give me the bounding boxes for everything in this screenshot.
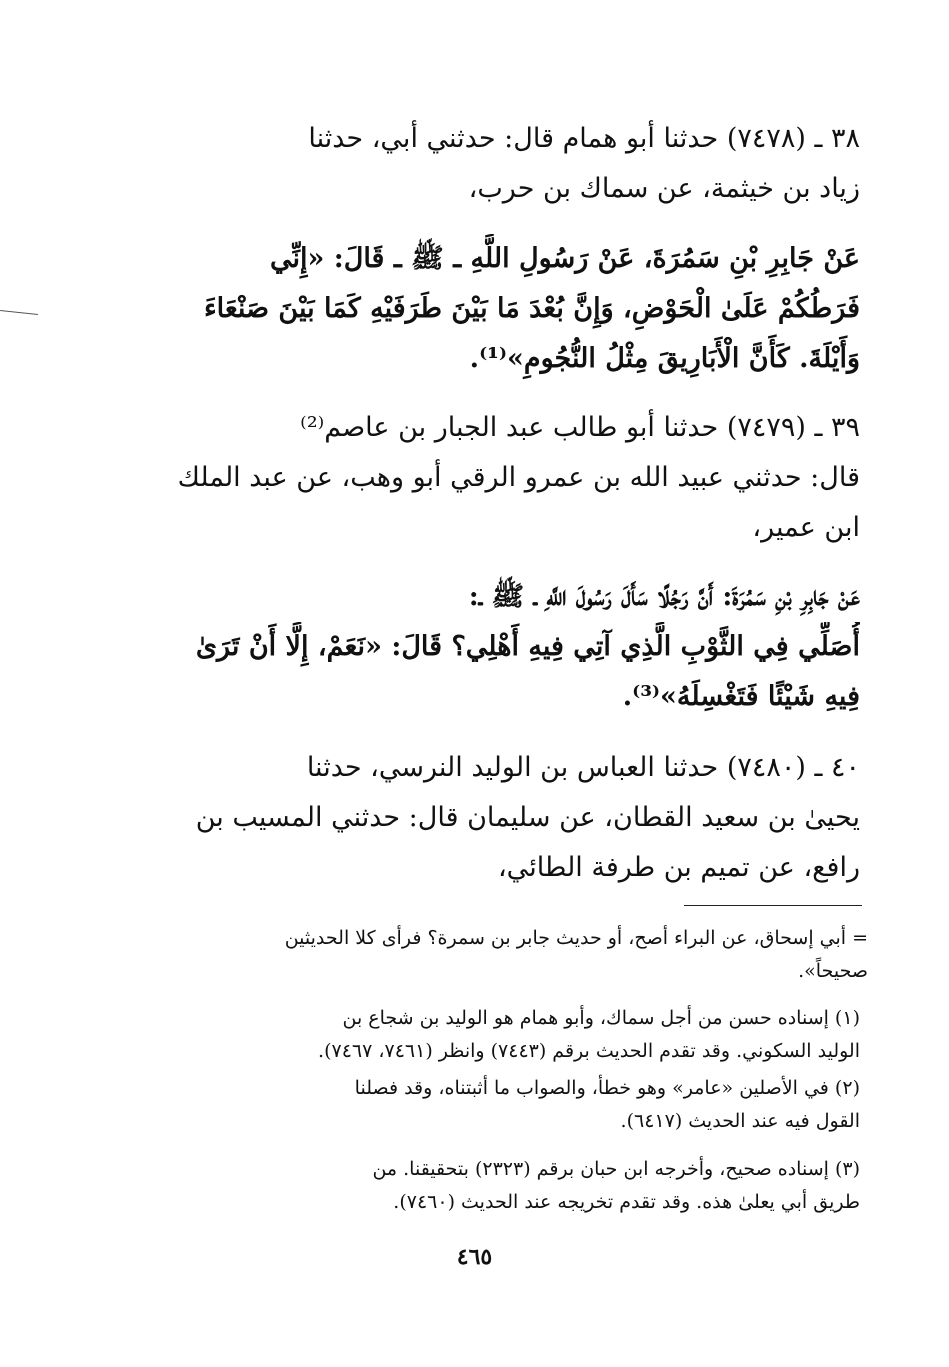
- hadith-39-matn-line-3: فِيهِ شَيْئًا فَتَغْسِلَهُ»⁽³⁾.: [622, 681, 860, 712]
- hadith-40-line-3: رافع، عن تميم بن طرفة الطائي،: [497, 852, 860, 883]
- hadith-39-matn-line-2: أُصَلِّي فِي الثَّوْبِ الَّذِي آتِي فِيهِ أَهْلِي؟ قَالَ: «نَعَمْ، إِلَّا أَنْ تَرَىٰ: [195, 631, 860, 662]
- hadith-39-matn: [160, 572, 860, 722]
- hadith-38-matn-line-3: وَأَيْلَةَ. كَأَنَّ الْأَبَارِيقَ مِثْلُ النُّجُومِ»⁽¹⁾.: [469, 343, 860, 374]
- hadith-39-line-2: قال: حدثني عبيد الله بن عمرو الرقي أبو وهب، عن عبد الملك: [177, 462, 860, 493]
- footnote-carryover-line-2: صحيحاً».: [798, 960, 868, 982]
- hadith-40-line-2: يحيىٰ بن سعيد القطان، عن سليمان قال: حدثني المسيب بن: [195, 802, 860, 833]
- hadith-38-matn: [160, 234, 860, 384]
- footnote-3-line-2: طريق أبي يعلىٰ هذه. وقد تقدم تخريجه عند الحديث (٧٤٦٠).: [393, 1191, 860, 1213]
- hadith-38-matn-line-1: عَنْ جَابِرِ بْنِ سَمُرَةَ، عَنْ رَسُولِ اللَّهِ ـ ﷺ ـ قَالَ: «إِنِّي: [269, 243, 860, 274]
- footnote-2-line-2: القول فيه عند الحديث (٦٤١٧).: [620, 1110, 860, 1132]
- footnote-1-line-1: (١) إسناده حسن من أجل سماك، وأبو همام هو الوليد بن شجاع بن: [342, 1007, 860, 1029]
- hadith-39-isnad: [160, 403, 860, 553]
- footnote-2-line-1: (٢) في الأصلين «عامر» وهو خطأ، والصواب ما أثبتناه، وقد فصلنا: [354, 1077, 860, 1099]
- hadith-39-line-3: ابن عمير،: [752, 512, 860, 543]
- hadith-38-isnad: [160, 114, 860, 214]
- hadith-40-isnad: [160, 743, 860, 893]
- footnote-2: [160, 1072, 860, 1138]
- hadith-40-line-1: ٤٠ ـ (٧٤٨٠) حدثنا العباس بن الوليد النرسي، حدثنا: [306, 752, 860, 783]
- hadith-39-line-1: ٣٩ ـ (٧٤٧٩) حدثنا أبو طالب عبد الجبار بن عاصم⁽²⁾: [300, 412, 860, 443]
- margin-mark: [0, 310, 38, 315]
- hadith-38-line-1: ٣٨ ـ (٧٤٧٨) حدثنا أبو همام قال: حدثني أبي، حدثنا: [308, 123, 860, 154]
- footnote-carryover-line-1: = أبي إسحاق، عن البراء أصح، أو حديث جابر بن سمرة؟ فرأى كلا الحديثين: [284, 927, 868, 949]
- footnote-carryover: [162, 922, 868, 988]
- footnote-3: [160, 1153, 860, 1219]
- footnote-3-line-1: (٣) إسناده صحيح، وأخرجه ابن حبان برقم (٢٣٢٣) بتحقيقنا. من: [372, 1158, 860, 1180]
- footnote-1-line-2: الوليد السكوني. وقد تقدم الحديث برقم (٧٤٤٣) وانظر (٧٤٦١، ٧٤٦٧).: [318, 1040, 860, 1062]
- footnote-divider: [684, 905, 862, 906]
- footnote-1: [160, 1002, 860, 1068]
- hadith-38-line-2: زياد بن خيثمة، عن سماك بن حرب،: [468, 173, 860, 204]
- hadith-38-matn-line-2: فَرَطُكُمْ عَلَىٰ الْحَوْضِ، وَإِنَّ بُعْدَ مَا بَيْنَ طَرَفَيْهِ كَمَا بَيْنَ صَنْعَاءَ: [203, 293, 860, 324]
- hadith-39-matn-line-1: عَنْ جَابِرِ بْنِ سَمُرَةَ: أَنَّ رَجُلًا سَأَلَ رَسُولَ اللَّهِ ـ ﷺ ـ:: [468, 581, 860, 612]
- page-number: ٤٦٥: [456, 1244, 493, 1270]
